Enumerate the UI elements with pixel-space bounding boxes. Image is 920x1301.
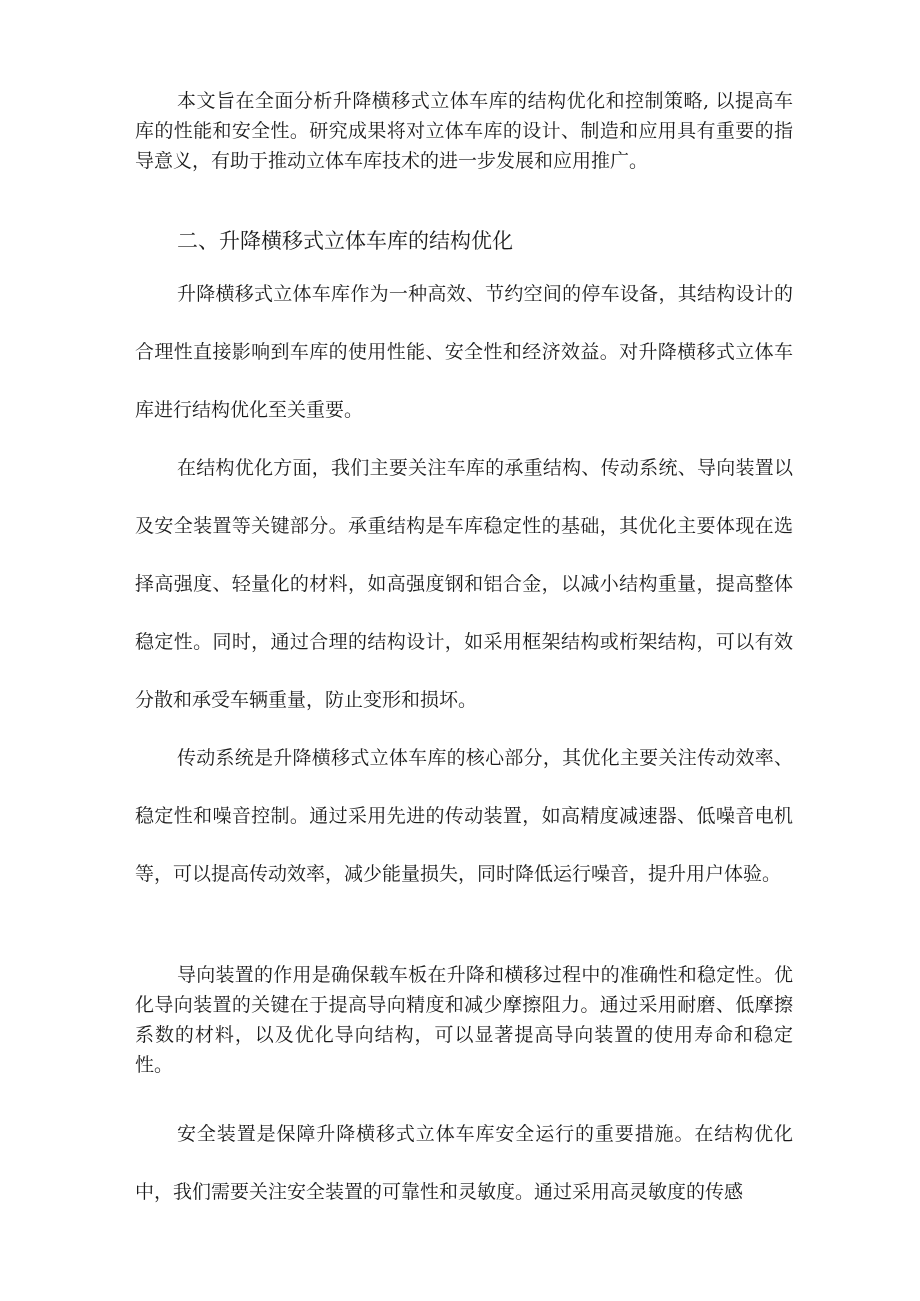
paragraph-guide-device: 导向装置的作用是确保载车板在升降和横移过程中的准确性和稳定性。优化导向装置的关键在于提高导向精度和减少摩擦阻力。通过采用耐磨、低摩擦系数的材料，以及优化导向结构，可以显著提高导向装置的使用寿命和稳定性。 [135,964,793,1076]
paragraph-key-parts: 在结构优化方面，我们主要关注车库的承重结构、传动系统、导向装置以及安全装置等关键部分。承重结构是车库稳定性的基础，其优化主要体现在选择高强度、轻量化的材料，如高强度钢和铝合金，以减小结构重量，提高整体稳定性。同时，通过合理的结构设计，如采用框架结构或桁架结构，可以有效分散和承受车辆重量，防止变形和损坏。 [135,457,793,711]
section-heading: 二、升降横移式立体车库的结构优化 [177,229,513,253]
paragraph-safety-device: 安全装置是保障升降横移式立体车库安全运行的重要措施。在结构优化中，我们需要关注安全装置的可靠性和灵敏度。通过采用高灵敏度的传感 [135,1123,793,1203]
paragraph-transmission: 传动系统是升降横移式立体车库的核心部分，其优化主要关注传动效率、稳定性和噪音控制。通过采用先进的传动装置，如高精度减速器、低噪音电机等，可以提高传动效率，减少能量损失，同时降低运行噪音，提升用户体验。 [135,747,793,885]
paragraph-structure-intro: 升降横移式立体车库作为一种高效、节约空间的停车设备，其结构设计的合理性直接影响到车库的使用性能、安全性和经济效益。对升降横移式立体车库进行结构优化至关重要。 [135,283,793,421]
intro-paragraph: 本文旨在全面分析升降横移式立体车库的结构优化和控制策略, 以提高车库的性能和安全性。研究成果将对立体车库的设计、制造和应用具有重要的指导意义，有助于推动立体车库技术的进一步发展和应用推广。 [135,90,793,172]
